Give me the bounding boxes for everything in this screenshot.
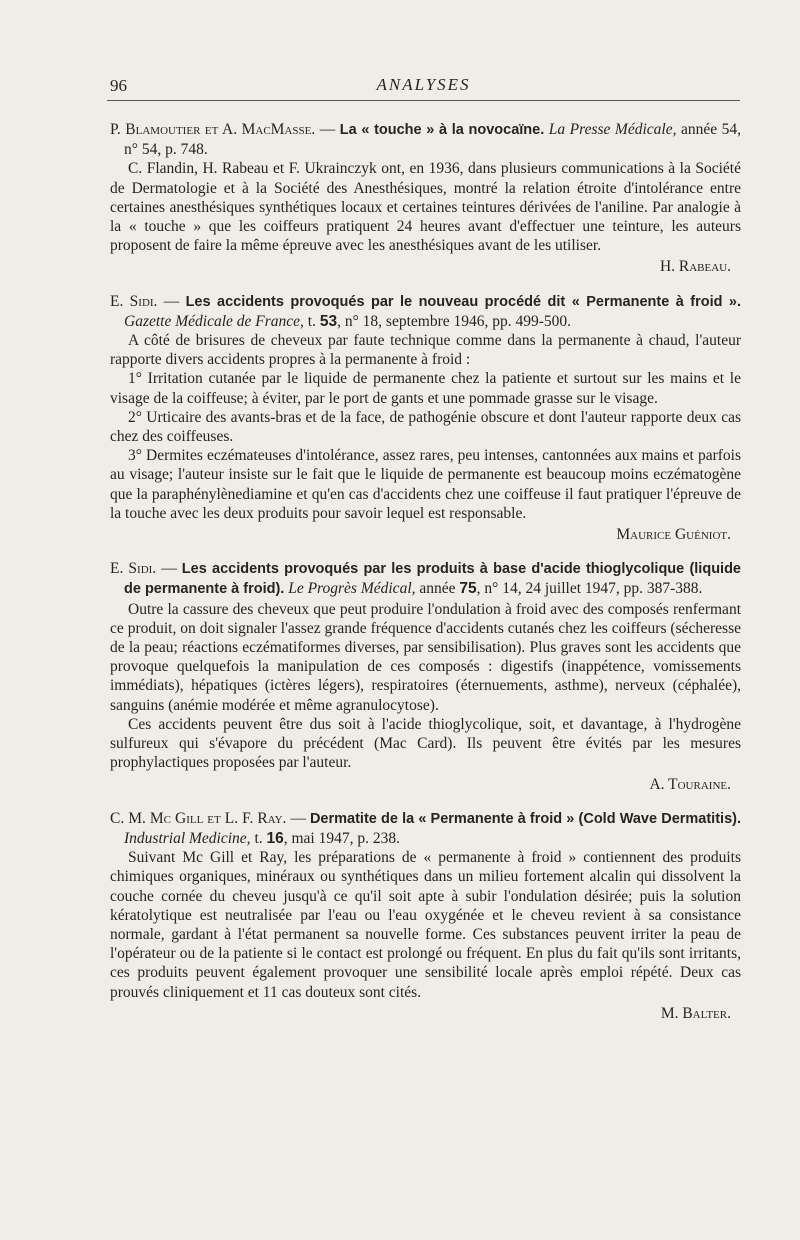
reviewer-signature: Maurice Guéniot. <box>616 526 731 544</box>
abstract-entry <box>110 809 741 1023</box>
dash: — <box>156 560 182 578</box>
volume-number: 16 <box>266 829 284 847</box>
authors: E. Sidi. <box>110 560 157 578</box>
article-title: Les accidents provoqués par le nouveau procédé dit « Permanente à froid ». <box>185 293 742 310</box>
journal-name: Gazette Médicale de France, <box>124 312 304 330</box>
abstract-paragraph: Outre la cassure des cheveux que peut produire l'ondulation à froid avec des composés renfermant ce produit, on doit signaler l'assez grande fréquence d'accidents cutanés chez les coiffeurs (sécheresse de la peau; réactions eczématiformes diverses, par sensibilisation). Plus graves sont les accidents que provoque quelquefois la manipulation de ces composés : digestifs (inappétence, vomissements immédiats), hépatiques (ictères légers), respiratoires (éternuements, asthme), nerveux (céphalée), sanguins (anémie modérée et même agranulocytose). <box>110 600 741 714</box>
article-title: Les accidents provoqués par les produits à base d'acide thioglycolique (liquide de permanente à froid). <box>124 561 741 598</box>
publication-details: t. <box>303 312 320 330</box>
abstract-entry <box>110 292 741 545</box>
journal-name: Industrial Medicine, <box>124 829 251 847</box>
authors: E. Sidi. <box>110 292 158 310</box>
publication-details: année <box>415 580 460 598</box>
journal-name: La Presse Médicale, <box>548 121 677 138</box>
abstract-paragraph: Suivant Mc Gill et Ray, les préparations de « permanente à froid » contiennent des produits chimiques organiques, minéraux ou synthétiques dans un milieu fortement alcalin qui dissolvent la couche cornée du cheveu jusqu'à ce qu'il soit apte à subir l'ondulation désirée; puis la solution kératolytique est neutralisée par l'eau ou l'eau oxygénée et le cheveu revient à sa consistance normale, gardant à l'état permanent sa nouvelle forme. Ces substances peuvent irriter la peau de l'opérateur ou de la patiente si le contact est prolongé ou fréquent. En plus du fait qu'ils sont irritants, ces produits peuvent également provoquer une sensibilité locale après emploi répété. Deux cas prouvés cliniquement et 11 cas douteux sont cités. <box>110 849 741 1001</box>
reviewer-signature: M. Balter. <box>660 1004 731 1022</box>
publication-details: t. <box>250 829 267 847</box>
dash: — <box>286 809 310 827</box>
publication-details: , mai 1947, p. 238. <box>283 829 400 847</box>
reviewer-signature: A. Touraine. <box>649 775 731 793</box>
authors: P. Blamoutier et A. MacMasse. <box>110 121 316 138</box>
citation <box>110 809 741 848</box>
volume-number: 75 <box>459 580 477 598</box>
abstract-paragraph: Ces accidents peuvent être dus soit à l'acide thioglycolique, soit, et davantage, à l'hydrogène sulfureux qui s'évapore du précédent (Mac Card). Ils peuvent être évités par les mesures prophylactiques proposées par l'auteur. <box>110 715 741 772</box>
abstract-paragraph: A côté de brisures de cheveux par faute technique comme dans la permanente à chaud, l'auteur rapporte divers accidents propres à la permanente à froid : <box>110 332 741 369</box>
page-header <box>107 74 740 101</box>
publication-details: , n° 18, septembre 1946, pp. 499-500. <box>337 312 572 330</box>
authors: C. M. Mc Gill et L. F. Ray. <box>110 809 287 827</box>
abstracts-list <box>110 120 741 1038</box>
dash: — <box>315 121 340 138</box>
publication-details: , n° 14, 24 juillet 1947, pp. 387-388. <box>476 580 703 598</box>
abstract-entry <box>110 559 741 793</box>
citation <box>110 559 741 599</box>
article-title: Dermatite de la « Permanente à froid » (Cold Wave Dermatitis). <box>309 810 741 827</box>
page-number: 96 <box>110 76 127 95</box>
citation <box>110 120 741 159</box>
abstract-paragraph: C. Flandin, H. Rabeau et F. Ukrainczyk ont, en 1936, dans plusieurs communications à la Société de Dermatologie et à la Société des Anesthésiques, montré la relation étroite d'intolérance entre certaines anesthésiques synthétiques locaux et certaines teintures dérivées de l'aniline. Par analogie à la « touche » que les coiffeurs pratiquent 24 heures avant d'effectuer une teinture, les auteurs proposent de faire la même épreuve avec les anesthésiques avant de les utiliser. <box>110 160 741 255</box>
volume-number: 53 <box>319 312 338 330</box>
abstract-paragraph: 3° Dermites eczémateuses d'intolérance, assez rares, peu intenses, cantonnées aux mains et parfois au visage; l'auteur insiste sur le fait que le liquide de permanente est beaucoup moins eczématogène que la paraphénylènediamine et qu'en cas d'accidents chez une coiffeuse il faut pratiquer l'épreuve de la touche avec les deux produits pour savoir lequel est responsable. <box>110 447 741 522</box>
reviewer-signature: H. Rabeau. <box>659 258 731 276</box>
journal-name: Le Progrès Médical, <box>288 580 416 598</box>
publication-details: année 54, n° 54, p. 748. <box>124 121 741 159</box>
running-title: ANALYSES <box>376 75 471 94</box>
dash: — <box>157 292 186 310</box>
abstract-paragraph: 2° Urticaire des avants-bras et de la face, de pathogénie obscure et dont l'auteur rapporte deux cas chez des coiffeuses. <box>110 408 741 446</box>
abstract-paragraph: 1° Irritation cutanée par le liquide de permanente chez la patiente et surtout sur les mains et le visage de la coiffeuse; à éviter, par le port de gants et une pommade grasse sur le visage. <box>110 370 741 407</box>
citation <box>110 292 741 331</box>
abstract-entry <box>110 120 741 277</box>
article-title: La « touche » à la novocaïne. <box>339 122 545 138</box>
